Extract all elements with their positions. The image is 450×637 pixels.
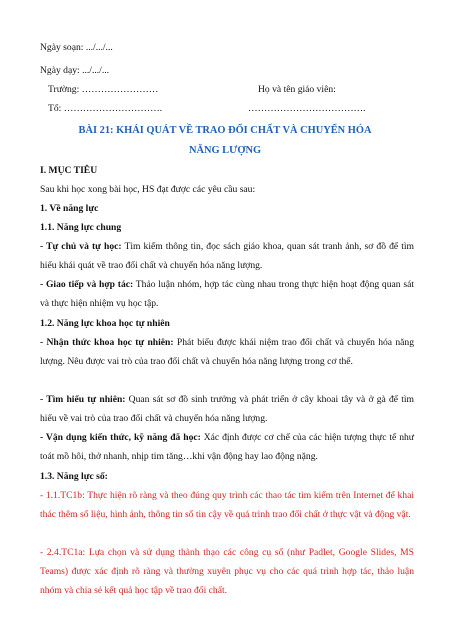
para-nang-luc-so-1: - 1.1.TC1b: Thực hiện rõ ràng và theo đúng quy trình các thao tác tìm kiếm trên Internet để khai thác thêm số liệu, hình ảnh, thông tin số tin cậy về quá trình trao đổi chất ở thực vật và động vật.	[40, 490, 414, 520]
lesson-title-line1: BÀI 21: KHÁI QUÁT VỀ TRAO ĐỔI CHẤT VÀ CHUYỂN HÓA	[78, 125, 372, 136]
label-nhan-thuc: - Nhận thức khoa học tự nhiên:	[40, 337, 174, 348]
label-giao-tiep: - Giao tiếp và hợp tác:	[40, 279, 134, 290]
para-nang-luc-so-2: - 2.4.TC1a: Lựa chọn và sử dụng thành thạo các công cụ số (như Padlet, Google Slides, MS Teams) được xác định rõ ràng và thường xuyên phục vụ cho các quá trình hợp tác, thảo luận nhóm và chia sẻ kết quả học tập về trao đổi chất.	[40, 547, 414, 596]
truong-field: Trường: ……………………	[48, 84, 159, 95]
label-van-dung: - Vận dụng kiến thức, kỹ năng đã học:	[40, 432, 201, 443]
ho-ten-giao-vien: Họ và tên giáo viên:	[258, 84, 336, 95]
ngay-soan: Ngày soạn: .../.../...	[40, 42, 113, 53]
text-giao-tiep: Thảo luận nhóm, hợp tác cùng nhau trong thực hiện hoạt động quan sát và thực hiện nhiệm vụ học tập.	[40, 279, 415, 309]
to-field: Tổ: ………………………….	[48, 103, 163, 114]
ngay-day: Ngày dạy: .../.../...	[40, 65, 110, 76]
para-tim-hieu	[40, 390, 414, 428]
heading-nang-luc-khoa-hoc: 1.2. Năng lực khoa học tự nhiên	[40, 318, 170, 329]
para-van-dung	[40, 428, 414, 466]
para-nhan-thuc	[40, 333, 414, 371]
text-nhan-thuc: Phát biểu được khái niệm trao đổi chất và chuyển hóa năng lượng. Nêu được vai trò của trao đổi chất và chuyển hóa năng lượng trong cơ thể.	[40, 337, 414, 367]
heading-nang-luc-chung: 1.1. Năng lực chung	[40, 222, 122, 233]
lesson-title-line2: NĂNG LƯỢNG	[188, 145, 262, 156]
heading-ve-nang-luc: 1. Về năng lực	[40, 203, 99, 214]
text-van-dung: Xác định được cơ chế của các hiện tượng thực tế như toát mồ hôi, thở nhanh, nhịp tim tăng…khi vận động hay lao động nặng.	[40, 432, 414, 462]
label-tu-chu: - Tự chủ và tự học:	[40, 241, 122, 252]
para-tu-chu	[40, 237, 414, 275]
heading-nang-luc-so: 1.3. Năng lực số:	[40, 471, 108, 482]
to-blank: ……………………………….	[248, 103, 366, 114]
intro-text: Sau khi học xong bài học, HS đạt được các yêu cầu sau:	[40, 184, 256, 195]
heading-muc-tieu: I. MỤC TIÊU	[40, 165, 98, 176]
label-tim-hieu: - Tìm hiểu tự nhiên:	[40, 394, 126, 405]
text-tim-hieu: Quan sát sơ đồ sinh trưởng và phát triển ở cây khoai tây và ở gà để tìm hiểu về vai trò của trao đổi chất và chuyển hóa năng lượng.	[40, 394, 415, 424]
para-giao-tiep	[40, 275, 414, 313]
text-tu-chu: Tìm kiếm thông tin, đọc sách giáo khoa, quan sát tranh ảnh, sơ đồ để tìm hiểu khái quát về trao đổi chất và chuyển hóa năng lượng.	[40, 241, 415, 271]
